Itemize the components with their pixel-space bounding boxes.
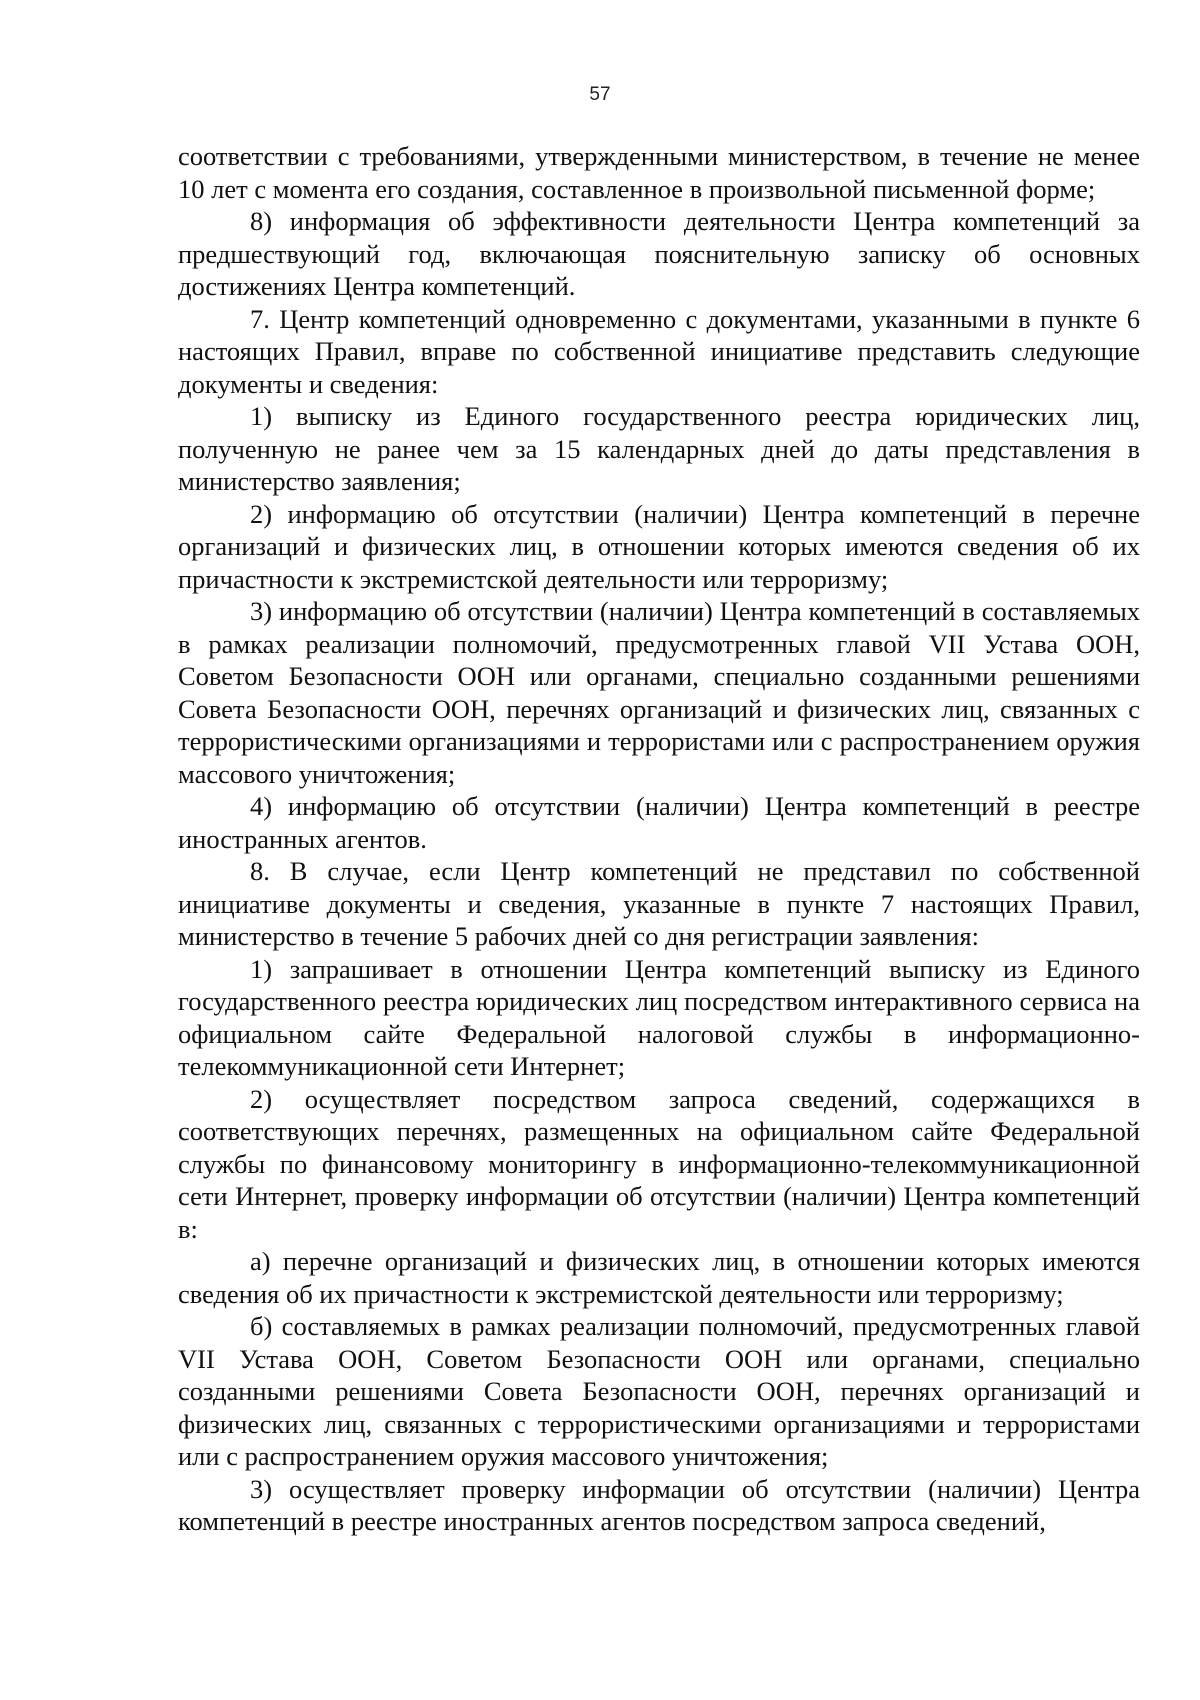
paragraph-clause-8-item-2b: б) составляемых в рамках реализации полномочий, предусмотренных главой VII Устава ООН, Советом Безопасности ООН или органами, специально созданными решениями Совета Безопасности ООН, перечнях организаций и физических лиц, связанных с террористическими организациями и террористами или с распространением оружия массового уничтожения; bbox=[178, 1311, 1140, 1471]
paragraph-clause-7-item-4: 4) информацию об отсутствии (наличии) Центра компетенций в реестре иностранных агентов. bbox=[178, 791, 1140, 854]
paragraph-clause-8-item-3: 3) осуществляет проверку информации об отсутствии (наличии) Центра компетенций в реестре иностранных агентов посредством запроса сведений, bbox=[178, 1473, 1140, 1536]
paragraph-clause-7: 7. Центр компетенций одновременно с документами, указанными в пункте 6 настоящих Правил, вправе по собственной инициативе представить следующие документы и сведения: bbox=[178, 303, 1140, 399]
paragraph-clause-8-item-1: 1) запрашивает в отношении Центра компетенций выписку из Единого государственного реестра юридических лиц посредством интерактивного сервиса на официальном сайте Федеральной налоговой службы в информационно-телекоммуникационной сети Интернет; bbox=[178, 953, 1140, 1081]
paragraph-clause-7-item-1: 1) выписку из Единого государственного реестра юридических лиц, полученную не ранее чем за 15 календарных дней до даты представления в министерство заявления; bbox=[178, 401, 1140, 496]
document-body bbox=[178, 140, 1140, 1538]
paragraph-clause-8-item-2: 2) осуществляет посредством запроса сведений, содержащихся в соответствующих перечнях, размещенных на официальном сайте Федеральной службы по финансовому мониторингу в информационно-телекоммуникационной сети Интернет, проверку информации об отсутствии (наличии) Центра компетенций в: bbox=[178, 1083, 1140, 1244]
paragraph: соответствии с требованиями, утвержденными министерством, в течение не менее 10 лет с момента его создания, составленное в произвольной письменной форме; bbox=[178, 141, 1140, 204]
paragraph-clause-7-item-2: 2) информацию об отсутствии (наличии) Центра компетенций в перечне организаций и физических лиц, в отношении которых имеются сведения об их причастности к экстремистской деятельности или терроризму; bbox=[178, 498, 1140, 594]
paragraph-clause-8: 8. В случае, если Центр компетенций не представил по собственной инициативе документы и сведения, указанные в пункте 7 настоящих Правил, министерство в течение 5 рабочих дней со дня регистрации заявления: bbox=[178, 856, 1140, 951]
page-number: 57 bbox=[589, 84, 611, 105]
paragraph-item-8-efficiency: 8) информация об эффективности деятельности Центра компетенций за предшествующий год, включающая пояснительную записку об основных достижениях Центра компетенций. bbox=[178, 206, 1140, 301]
paragraph-clause-8-item-2a: а) перечне организаций и физических лиц, в отношении которых имеются сведения об их причастности к экстремистской деятельности или терроризму; bbox=[178, 1246, 1140, 1309]
paragraph-clause-7-item-3: 3) информацию об отсутствии (наличии) Центра компетенций в составляемых в рамках реализации полномочий, предусмотренных главой VII Устава ООН, Советом Безопасности ООН или органами, специально созданными решениями Совета Безопасности ООН, перечнях организаций и физических лиц, связанных с террористическими организациями и террористами или с распространением оружия массового уничтожения; bbox=[178, 596, 1140, 789]
